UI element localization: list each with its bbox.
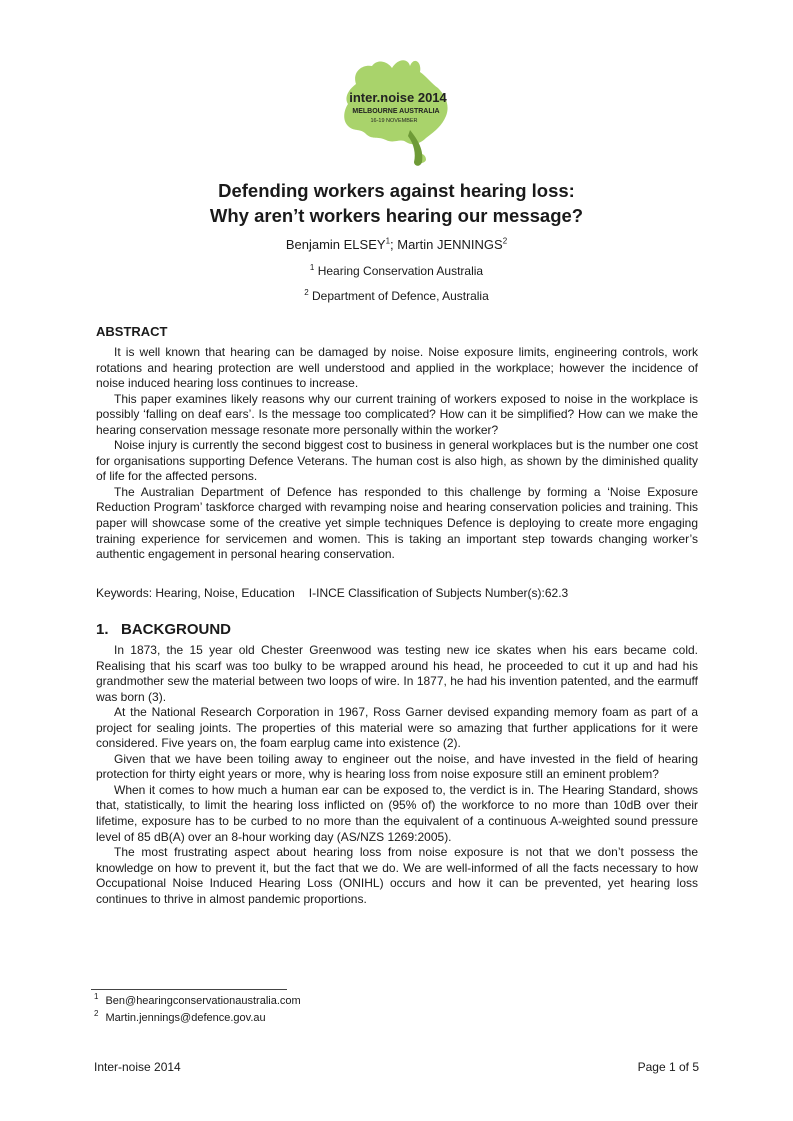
logo-dates: 16-19 NOVEMBER	[370, 118, 418, 124]
section-heading-background: 1. BACKGROUND	[96, 621, 232, 638]
abstract-paragraph: It is well known that hearing can be damaged by noise. Noise exposure limits, engineering controls, work rotations and hearing protection are well understood and applied in the workplace; however the incidence of noise induced hearing loss continues to increase.	[96, 345, 698, 391]
author-2-mark: 2	[502, 236, 508, 246]
footer-page-number: Page 1 of 5	[637, 1060, 699, 1074]
section-paragraph: Given that we have been toiling away to engineer out the noise, and have invested in the field of hearing protection for thirty eight years or more, why is hearing loss from noise exposure still an eminent problem?	[96, 751, 698, 782]
abstract-body	[96, 345, 698, 563]
author-line	[0, 237, 793, 252]
abstract-paragraph: Noise injury is currently the second biggest cost to business in general workplaces but is the number one cost for organisations supporting Defence Veterans. The human cost is also high, as shown by the diminished quality of life for the affected persons.	[96, 438, 698, 484]
abstract-paragraph: This paper examines likely reasons why our current training of workers exposed to noise in the workplace is possibly ‘falling on deaf ears’. Is the message too complicated? How can it be simplified? How can we make the hearing conservation message resonate more personally within the worker?	[96, 391, 698, 437]
logo-name: inter.noise 2014	[349, 90, 447, 105]
footnote-2	[94, 1009, 266, 1024]
author-separator: ;	[390, 237, 398, 252]
logo-place: MELBOURNE AUSTRALIA	[352, 108, 440, 115]
paper-title-line-2: Why aren’t workers hearing our message?	[209, 205, 584, 226]
affiliation-2-text: Department of Defence, Australia	[312, 289, 489, 303]
footnote-1-email: Ben@hearingconservationaustralia.com	[105, 995, 301, 1007]
affiliation-1-mark: 1	[309, 263, 315, 272]
section-paragraph: The most frustrating aspect about hearing loss from noise exposure is not that we don’t possess the knowledge on how to prevent it, but the fact that we do. We are well-informed of all the facts necessary to how Occupational Noise Induced Hearing Loss (ONIHL) occurs and how it can be prevented, yet hearing loss continues to thrive in almost pandemic proportions.	[96, 845, 698, 906]
footnote-2-email: Martin.jennings@defence.gov.au	[105, 1012, 266, 1024]
affiliation-1-text: Hearing Conservation Australia	[317, 264, 484, 278]
conference-logo	[322, 44, 472, 174]
affiliation-2-mark: 2	[304, 288, 309, 297]
keywords-text: Keywords: Hearing, Noise, Education	[96, 586, 295, 600]
section-background-body	[96, 643, 698, 907]
author-2-name: Martin JENNINGS	[397, 237, 503, 252]
footnote-1	[94, 992, 301, 1007]
abstract-paragraph: The Australian Department of Defence has responded to this challenge by forming a ‘Noise Exposure Reduction Program’ taskforce charged with revamping noise and hearing conservation policies and training. This paper will showcase some of the creative yet simple techniques Defence is deploying to create more engaging training experience for servicemen and women. This is taking an important step towards changing worker’s authentic engagement in personal hearing conservation.	[96, 484, 698, 562]
classification-text: I-INCE Classification of Subjects Number(s):62.3	[308, 586, 569, 600]
author-1-name: Benjamin ELSEY	[285, 237, 386, 252]
section-paragraph: In 1873, the 15 year old Chester Greenwood was testing new ice skates when his ears became cold. Realising that his scarf was too bulky to be wrapped around his head, he proceeded to cut it up and had his grandmother sew the material between two loops of wire. In 1877, he had his invention patented, and the earmuff was born (3).	[96, 643, 698, 704]
keywords-line	[96, 586, 568, 600]
footnote-2-mark: 2	[94, 1009, 99, 1019]
affiliation-2	[0, 289, 793, 303]
affiliation-1	[0, 264, 793, 278]
paper-title-line-1: Defending workers against hearing loss:	[218, 180, 575, 201]
footnote-1-mark: 1	[94, 992, 99, 1002]
section-paragraph: When it comes to how much a human ear can be exposed to, the verdict is in. The Hearing Standard, shows that, statistically, to limit the hearing loss inflicted on (95% of) the workforce to no more than 10dB over their lifetime, exposure has to be curbed to no more than the equivalent of a continuous A-weighted sound pressure level of 85 dB(A) over an 8-hour working day (AS/NZS 1269:2005).	[96, 782, 698, 844]
footnote-divider	[91, 989, 287, 990]
abstract-heading: ABSTRACT	[96, 324, 168, 339]
footer-conference: Inter-noise 2014	[94, 1060, 181, 1074]
section-paragraph: At the National Research Corporation in 1967, Ross Garner devised expanding memory foam as part of a project for sealing joints. The properties of this material were so amazing that further applications for it were considered. Five years on, the foam earplug came into existence (2).	[96, 705, 698, 751]
author-1-mark: 1	[385, 236, 391, 246]
